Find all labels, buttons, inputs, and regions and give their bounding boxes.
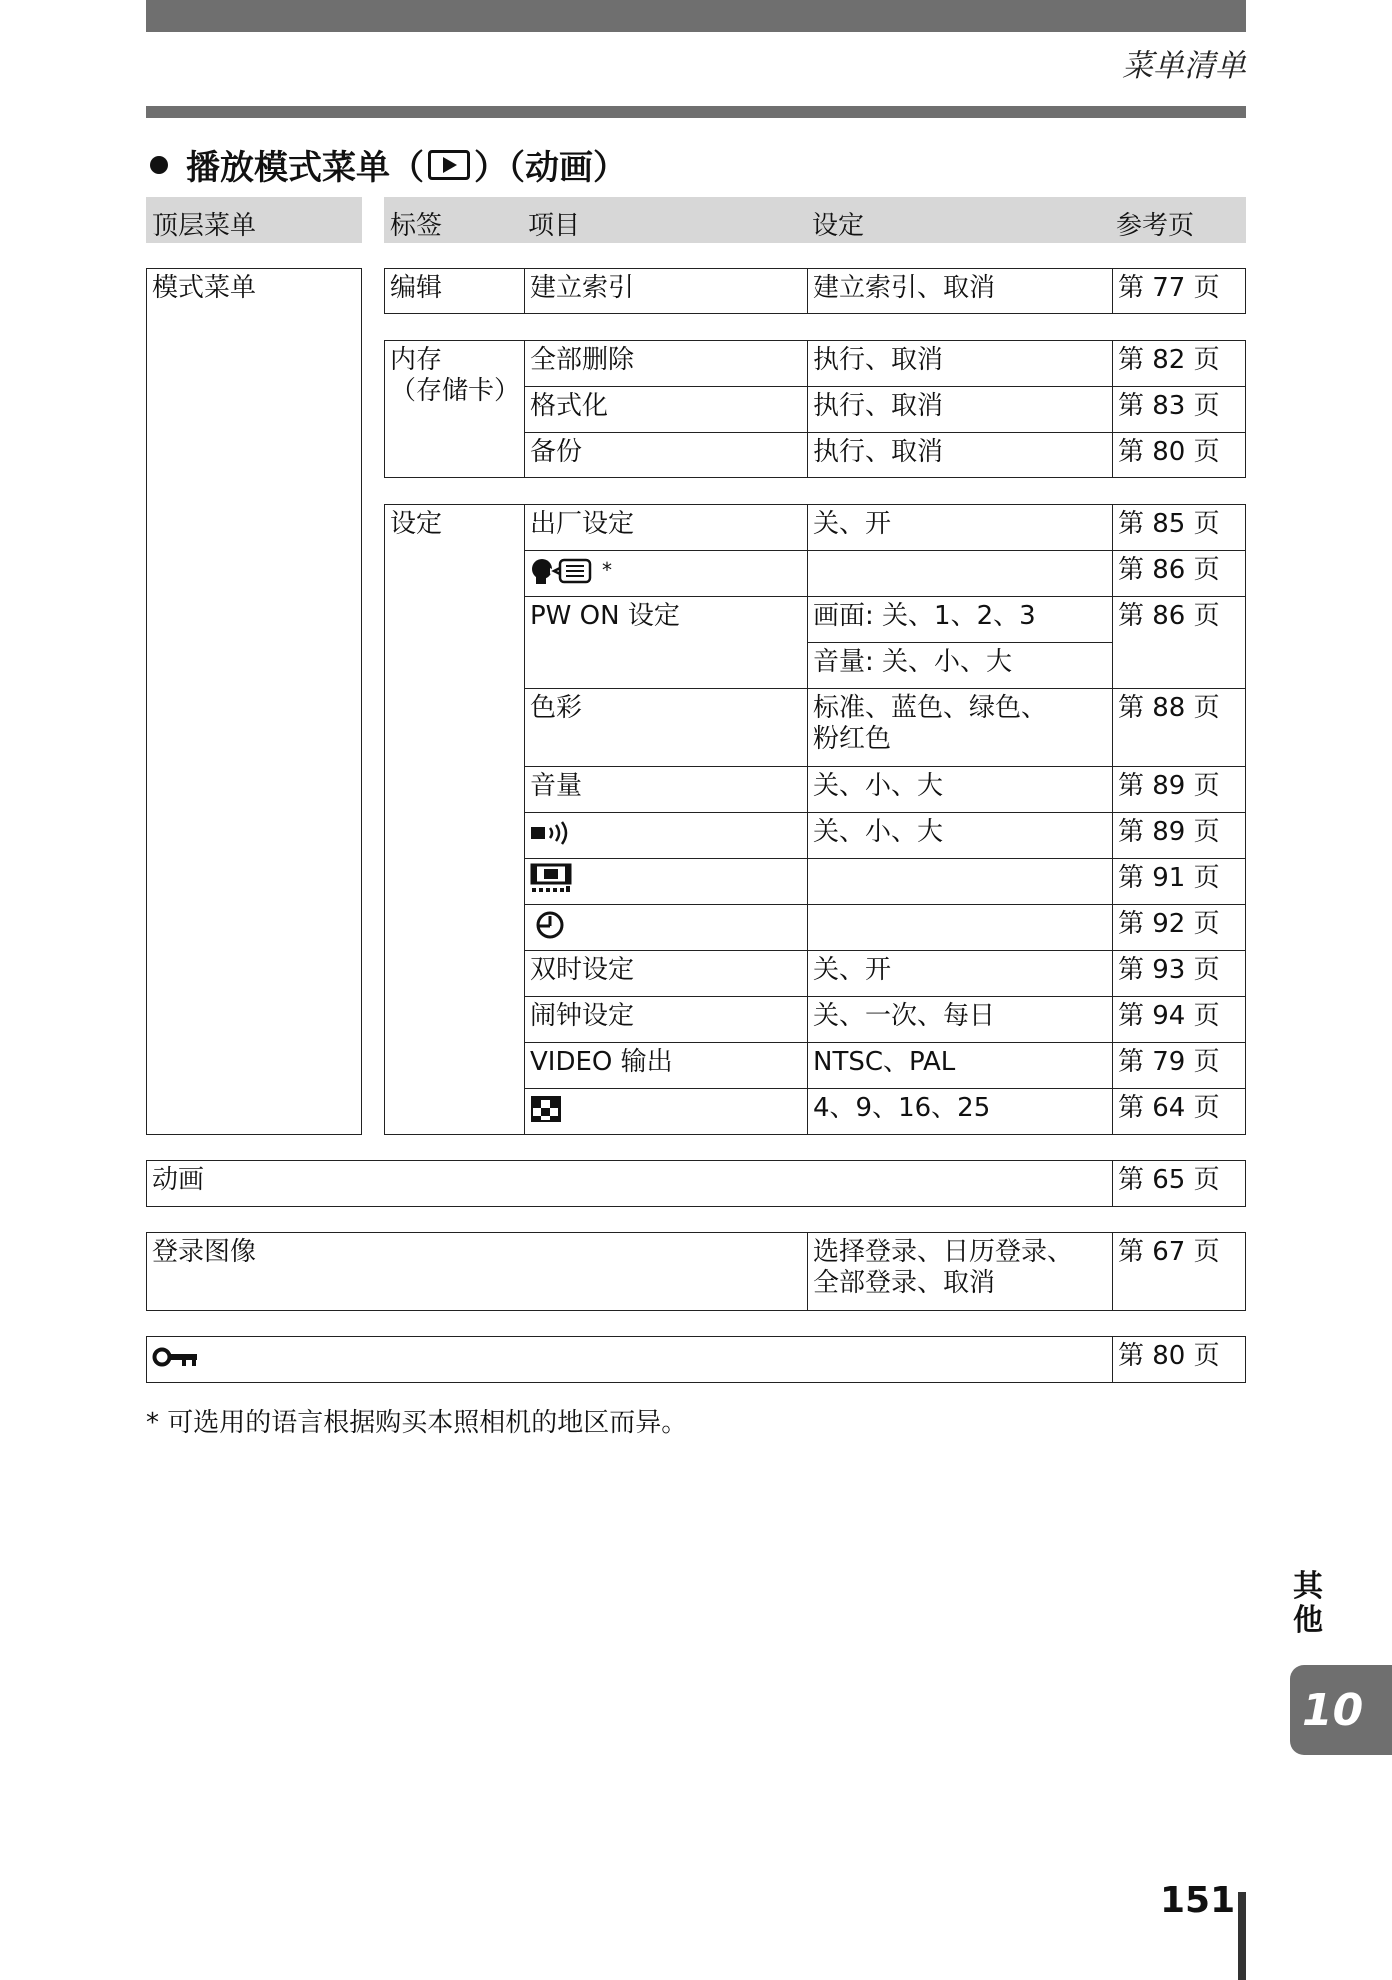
section-title-suffix: ）（动画） <box>474 148 627 188</box>
col-header-top-menu: 顶层菜单 <box>146 197 362 243</box>
setting-cell: 画面: 关、1、2、3 <box>807 596 1113 643</box>
setting-cell: 4、9、16、25 <box>807 1088 1113 1135</box>
item-cell: 建立索引 <box>524 268 808 314</box>
item-cell <box>524 1088 808 1135</box>
page-cell: 第 88 页 <box>1112 688 1246 767</box>
item-cell: 备份 <box>524 432 808 478</box>
chapter-tab: 10 <box>1290 1665 1392 1755</box>
setting-cell: NTSC、PAL <box>807 1042 1113 1089</box>
page-cell: 第 91 页 <box>1112 858 1246 905</box>
running-title: 菜单清单 <box>1122 48 1246 84</box>
header-rule <box>146 106 1246 118</box>
item-cell: 闹钟设定 <box>524 996 808 1043</box>
section-title-prefix: 播放模式菜单（ <box>186 148 424 188</box>
play-icon <box>428 150 470 180</box>
movie-label-cell: 动画 <box>146 1160 1113 1207</box>
page-number-bar <box>1238 1892 1246 1980</box>
setting-cell: 关、小、大 <box>807 812 1113 859</box>
item-cell: 音量 <box>524 766 808 813</box>
setting-cell: 建立索引、取消 <box>807 268 1113 314</box>
setting-cell: 关、一次、每日 <box>807 996 1113 1043</box>
thumbnail-grid-icon <box>530 1095 564 1123</box>
page-cell: 第 85 页 <box>1112 504 1246 551</box>
col-header-item: 项目 <box>528 211 581 241</box>
item-cell <box>524 812 808 859</box>
item-cell: PW ON 设定 <box>524 596 808 689</box>
col-header-bar <box>384 197 1246 243</box>
item-cell: 色彩 <box>524 688 808 767</box>
setting-cell <box>807 550 1113 597</box>
page-cell: 第 86 页 <box>1112 596 1246 689</box>
page-cell: 第 77 页 <box>1112 268 1246 314</box>
page-cell: 第 86 页 <box>1112 550 1246 597</box>
page-cell: 第 80 页 <box>1112 432 1246 478</box>
item-cell: 双时设定 <box>524 950 808 997</box>
page-cell: 第 92 页 <box>1112 904 1246 951</box>
page-cell: 第 79 页 <box>1112 1042 1246 1089</box>
item-cell: VIDEO 输出 <box>524 1042 808 1089</box>
page-cell: 第 83 页 <box>1112 386 1246 433</box>
beep-icon <box>530 819 572 847</box>
setting-cell: 执行、取消 <box>807 432 1113 478</box>
item-cell: 格式化 <box>524 386 808 433</box>
page-number: 151 <box>1160 1880 1236 1921</box>
item-cell: 出厂设定 <box>524 504 808 551</box>
setting-cell: 执行、取消 <box>807 340 1113 387</box>
page-cell: 第 64 页 <box>1112 1088 1246 1135</box>
page-cell: 第 67 页 <box>1112 1232 1246 1311</box>
page-cell: 第 82 页 <box>1112 340 1246 387</box>
col-header-setting: 设定 <box>812 211 865 241</box>
setting-cell: 标准、蓝色、绿色、 粉红色 <box>807 688 1113 767</box>
register-label-cell: 登录图像 <box>146 1232 808 1311</box>
item-cell: 全部删除 <box>524 340 808 387</box>
footnote: * 可选用的语言根据购买本照相机的地区而异。 <box>146 1408 688 1438</box>
tab-cell: 内存 （存储卡） <box>384 340 525 478</box>
tab-cell: 设定 <box>384 504 525 1135</box>
key-icon <box>152 1343 202 1371</box>
page-cell: 第 80 页 <box>1112 1336 1246 1383</box>
item-cell <box>524 904 808 951</box>
setting-cell-2: 音量: 关、小、大 <box>807 642 1113 689</box>
protect-label-cell <box>146 1336 1113 1383</box>
col-header-tab: 标签 <box>390 211 443 241</box>
page-cell: 第 89 页 <box>1112 766 1246 813</box>
setting-cell <box>807 904 1113 951</box>
section-title <box>150 140 627 189</box>
top-bar <box>146 0 1246 32</box>
footnote-marker: * <box>602 558 612 582</box>
mode-menu-cell: 模式菜单 <box>146 268 362 1135</box>
setting-cell: 执行、取消 <box>807 386 1113 433</box>
bullet-icon <box>150 156 168 174</box>
col-header-ref-page: 参考页 <box>1116 211 1195 241</box>
item-cell <box>524 550 808 597</box>
setting-cell <box>807 858 1113 905</box>
page-cell: 第 93 页 <box>1112 950 1246 997</box>
monitor-brightness-icon <box>530 863 574 895</box>
language-icon <box>530 556 602 586</box>
item-cell <box>524 858 808 905</box>
clock-icon <box>530 910 574 940</box>
page-cell: 第 65 页 <box>1112 1160 1246 1207</box>
tab-cell: 编辑 <box>384 268 525 314</box>
setting-cell: 关、开 <box>807 950 1113 997</box>
setting-cell: 选择登录、日历登录、 全部登录、取消 <box>807 1232 1113 1311</box>
page-cell: 第 94 页 <box>1112 996 1246 1043</box>
setting-cell: 关、开 <box>807 504 1113 551</box>
page-cell: 第 89 页 <box>1112 812 1246 859</box>
setting-cell: 关、小、大 <box>807 766 1113 813</box>
side-category-label: 其他 <box>1293 1569 1323 1638</box>
